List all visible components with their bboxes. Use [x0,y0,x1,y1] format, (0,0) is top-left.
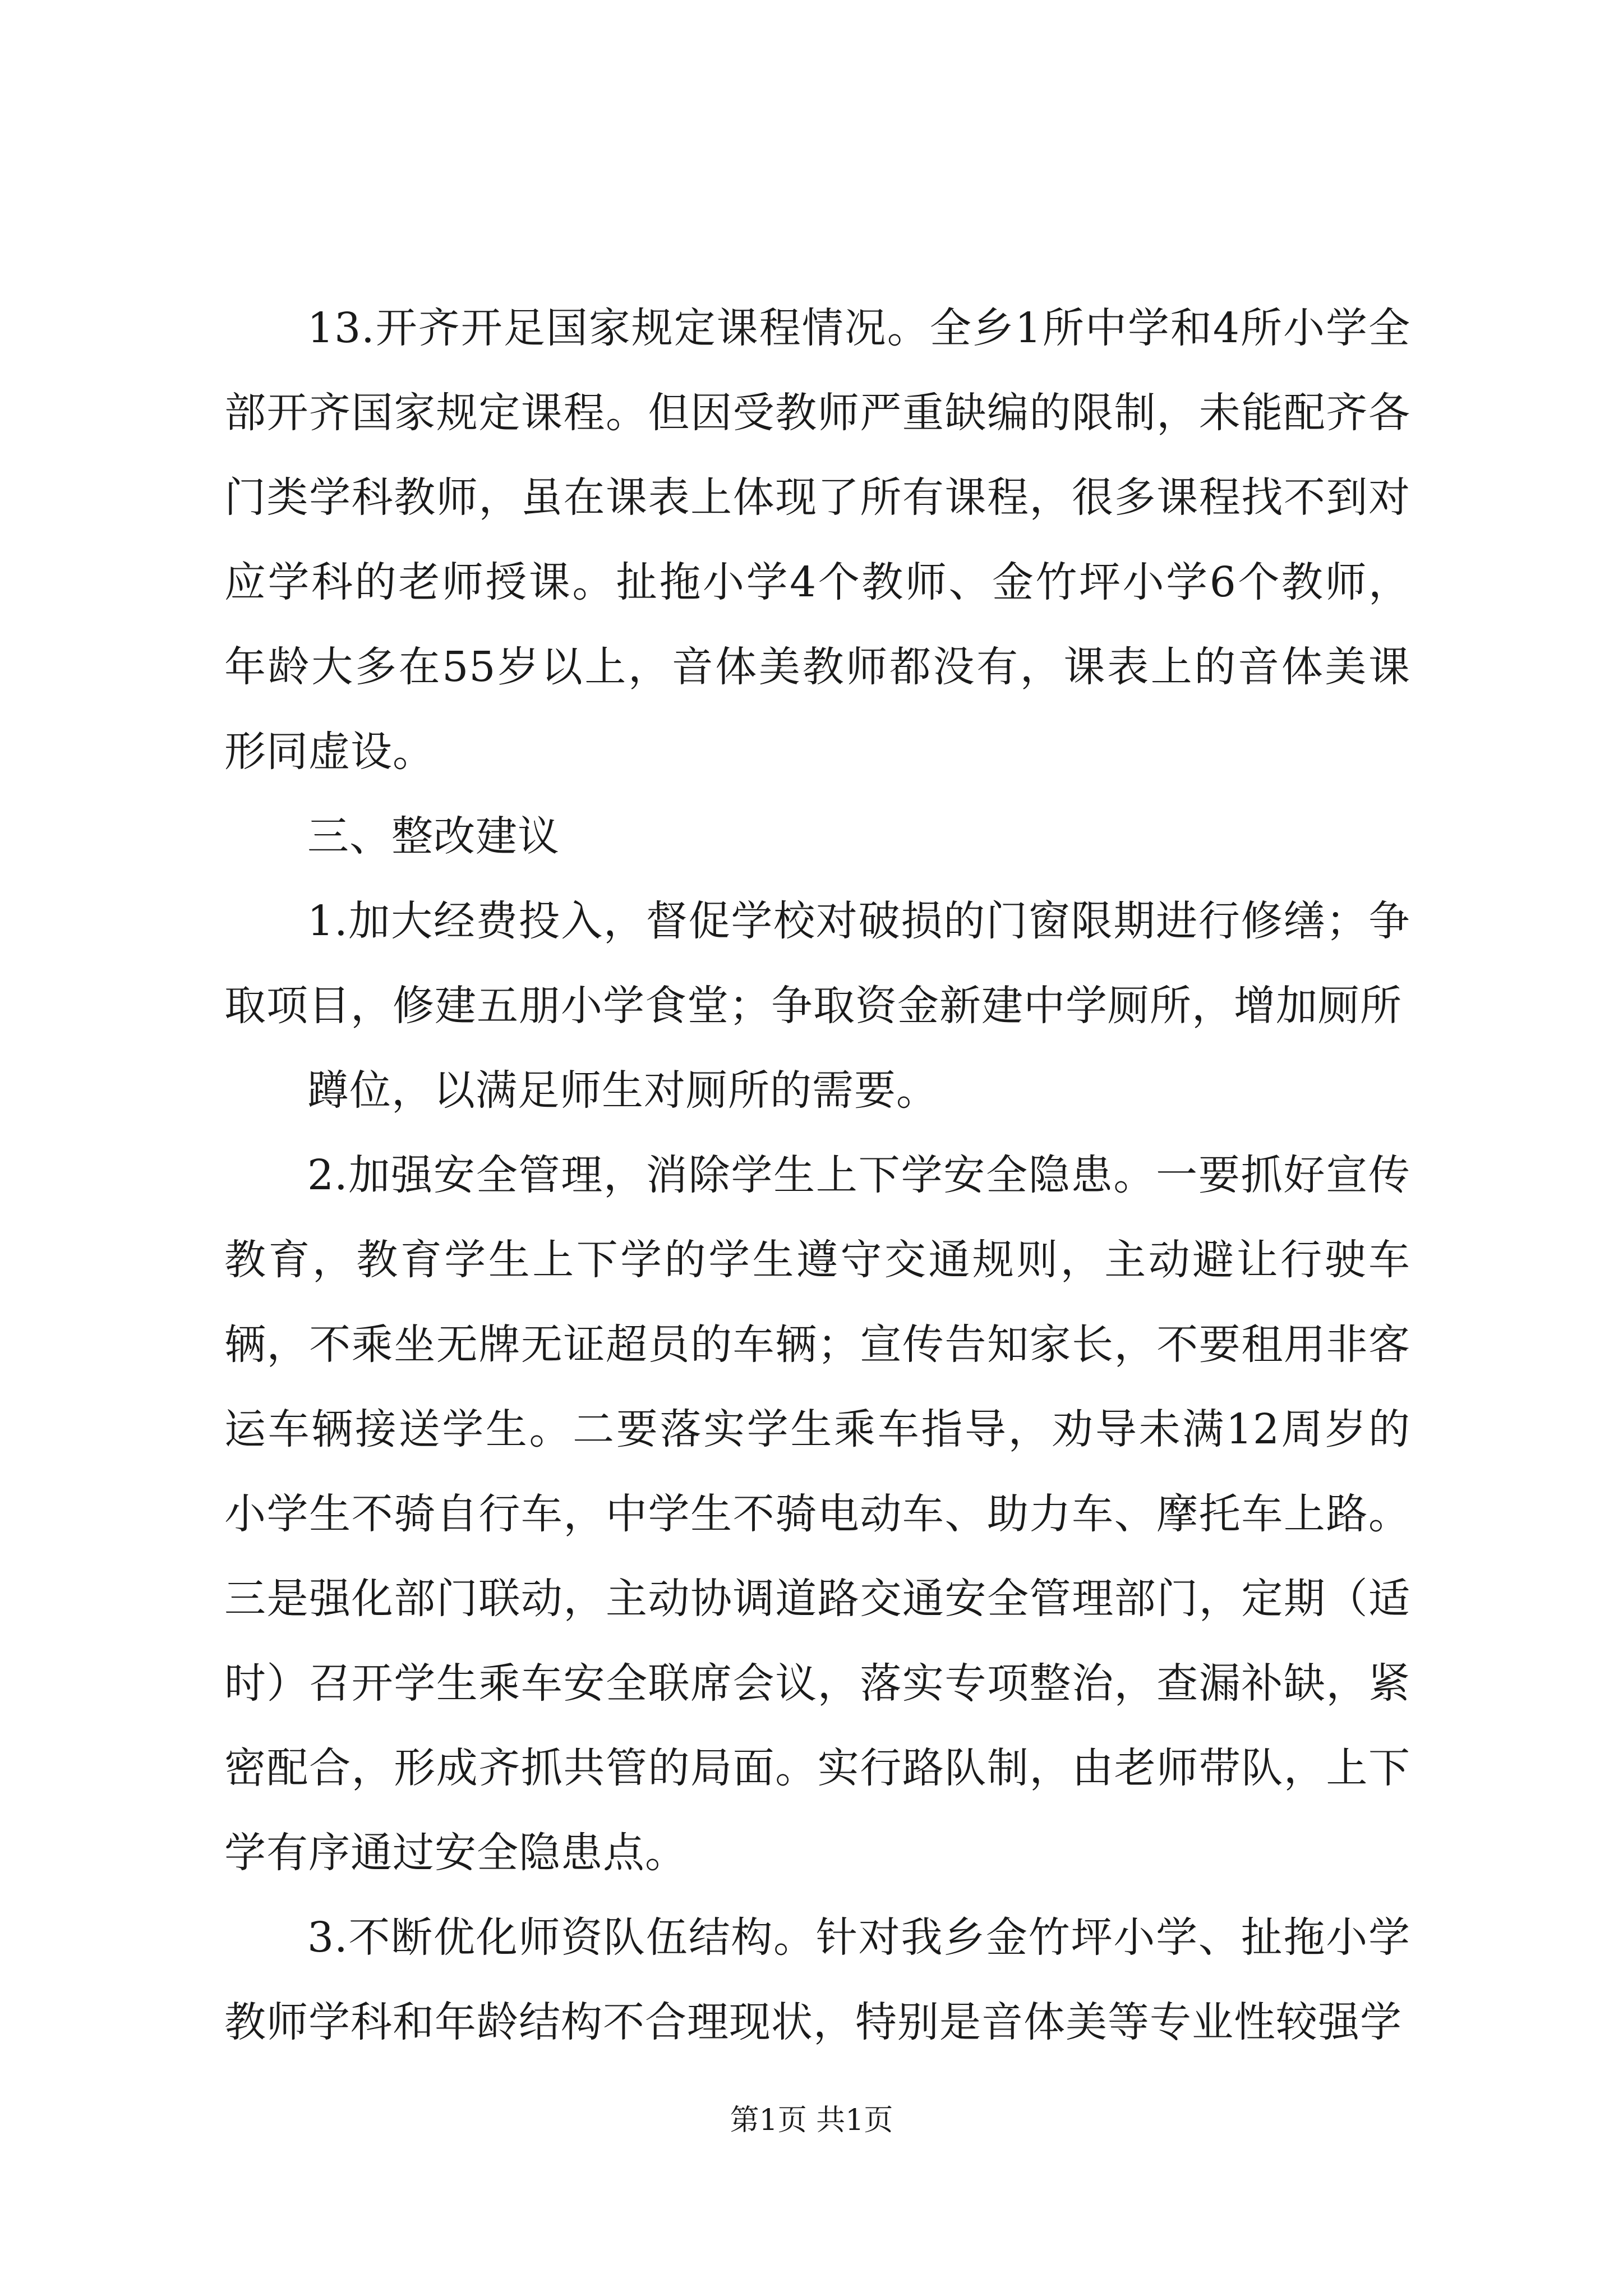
paragraph-item-13: 13.开齐开足国家规定课程情况。全乡1所中学和4所小学全部开齐国家规定课程。但因受教师严重缺编的限制，未能配齐各门类学科教师，虽在课表上体现了所有课程，很多课程找不到对应学科的老师授课。扯拖小学4个教师、金竹坪小学6个教师，年龄大多在55岁以上，音体美教师都没有，课表上的音体美课形同虚设。 [224,304,1410,776]
section-heading-rectification: 三、整改建议 [307,812,560,861]
suggestion-1-continuation: 蹲位，以满足师生对厕所的需要。 [307,1066,938,1115]
suggestion-2-safety: 2.加强安全管理，消除学生上下学安全隐患。一要抓好宣传教育，教育学生上下学的学生遵守交通规则，主动避让行驶车辆，不乘坐无牌无证超员的车辆；宣传告知家长，不要租用非客运车辆接送学生。二要落实学生乘车指导，劝导未满12周岁的小学生不骑自行车，中学生不骑电动车、助力车、摩托车上路。三是强化部门联动，主动协调道路交通安全管理部门，定期（适时）召开学生乘车安全联席会议，落实专项整治，查漏补缺，紧密配合，形成齐抓共管的局面。实行路队制，由老师带队，上下学有序通过安全隐患点。 [224,1151,1410,1877]
document-body [224,286,1410,2065]
page-number-footer: 第1页 共1页 [730,2104,893,2137]
suggestion-1-funding: 1.加大经费投入，督促学校对破损的门窗限期进行修缮；争取项目，修建五朋小学食堂；争取资金新建中学厕所，增加厕所 [224,897,1410,1030]
suggestion-3-teachers: 3.不断优化师资队伍结构。针对我乡金竹坪小学、扯拖小学教师学科和年龄结构不合理现状，特别是音体美等专业性较强学 [224,1913,1410,2046]
